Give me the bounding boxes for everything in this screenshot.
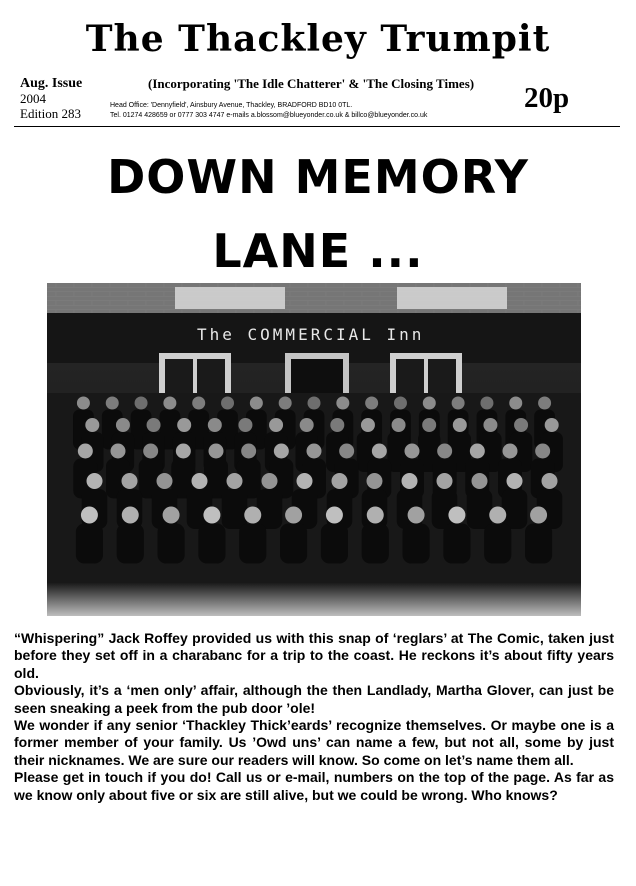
group-photo: [47, 283, 581, 616]
person-face: [177, 418, 191, 432]
person-face: [367, 507, 384, 524]
person-face: [274, 444, 289, 459]
person-face: [361, 418, 375, 432]
person-face: [81, 507, 98, 524]
person-face: [489, 507, 506, 524]
headline-line-2: LANE ...: [212, 224, 424, 278]
pub-sign-text: The COMMERCIAL Inn: [197, 325, 425, 344]
person-body: [76, 524, 103, 564]
person-face: [453, 418, 467, 432]
person-face: [227, 473, 243, 489]
issue-year: 2004: [20, 91, 46, 106]
incorporating-line: (Incorporating 'The Idle Chatterer' & 'The Closing Times): [148, 76, 475, 91]
person-face: [448, 507, 465, 524]
person-face: [279, 397, 292, 410]
person-body: [257, 489, 283, 529]
person-face: [423, 397, 436, 410]
person-face: [87, 473, 103, 489]
person-face: [538, 397, 551, 410]
article-paragraph-4: Please get in touch if you do! Call us or e-mail, numbers on the top of the page. As far as we know only about five or six are still alive, but we could be wrong. Who knows?: [14, 769, 614, 803]
newspaper-title: The Thackley Trumpit: [85, 18, 551, 60]
person-body: [321, 524, 348, 564]
person-face: [330, 418, 344, 432]
person-body: [222, 489, 248, 529]
person-body: [402, 524, 429, 564]
person-face: [365, 397, 378, 410]
issue-info: [20, 76, 82, 121]
price: 20p: [524, 82, 570, 114]
person-face: [221, 397, 234, 410]
person-face: [472, 473, 488, 489]
person-face: [470, 444, 485, 459]
person-face: [238, 418, 252, 432]
person-face: [452, 397, 465, 410]
person-face: [437, 473, 453, 489]
issue-edition: Edition 283: [20, 106, 82, 121]
person-face: [147, 418, 161, 432]
person-body: [157, 524, 184, 564]
person-face: [116, 418, 130, 432]
person-face: [326, 507, 343, 524]
person-face: [111, 444, 126, 459]
person-face: [530, 507, 547, 524]
person-face: [163, 507, 180, 524]
person-face: [483, 418, 497, 432]
person-body: [117, 524, 144, 564]
person-face: [507, 473, 523, 489]
person-face: [157, 473, 173, 489]
person-body: [239, 524, 266, 564]
person-face: [405, 444, 420, 459]
person-face: [372, 444, 387, 459]
person-face: [422, 418, 436, 432]
person-body: [362, 524, 389, 564]
person-face: [192, 397, 205, 410]
person-face: [332, 473, 348, 489]
person-body: [502, 489, 528, 529]
person-face: [308, 397, 321, 410]
person-body: [280, 524, 307, 564]
person-face: [176, 444, 191, 459]
person-face: [535, 444, 550, 459]
person-body: [443, 524, 470, 564]
article-body: [14, 630, 614, 804]
head-office-info: [110, 101, 427, 121]
person-face: [244, 507, 261, 524]
person-face: [163, 397, 176, 410]
person-face: [514, 418, 528, 432]
person-face: [192, 473, 208, 489]
person-body: [525, 524, 552, 564]
person-face: [307, 444, 322, 459]
person-body: [467, 489, 493, 529]
person-face: [269, 418, 283, 432]
person-face: [545, 418, 559, 432]
person-face: [135, 397, 148, 410]
person-face: [262, 473, 278, 489]
person-face: [78, 444, 93, 459]
person-face: [250, 397, 263, 410]
person-face: [209, 444, 224, 459]
person-face: [480, 397, 493, 410]
person-face: [203, 507, 220, 524]
person-body: [198, 524, 225, 564]
person-face: [336, 397, 349, 410]
person-face: [300, 418, 314, 432]
person-face: [408, 507, 425, 524]
person-face: [367, 473, 383, 489]
headline-line-1: DOWN MEMORY: [107, 150, 529, 204]
person-face: [241, 444, 256, 459]
person-face: [542, 473, 558, 489]
person-face: [509, 397, 522, 410]
person-face: [77, 397, 90, 410]
article-paragraph-1: “Whispering” Jack Roffey provided us with this snap of ‘reglars’ at The Comic, taken just before they set off in a charabanc for a trip to the coast. He reckons it’s about fifty years old.: [14, 630, 614, 681]
person-face: [437, 444, 452, 459]
person-face: [122, 507, 139, 524]
person-face: [297, 473, 313, 489]
office-address: Head Office: 'Dennyfield', Ainsbury Avenue, Thackley, BRADFORD BD10 0TL.: [110, 102, 353, 109]
person-face: [402, 473, 418, 489]
article-paragraph-3: We wonder if any senior ‘Thackley Thick’eards’ recognize themselves. Or maybe one is a former member of your family. Us ’Owd uns’ can name a few, but not all, some by just their nicknames. We are sure our readers will know. So come on let’s name them all.: [14, 717, 614, 768]
office-contacts: Tel. 01274 428659 or 0777 303 4747 e-mails a.blossom@blueyonder.co.uk & billco@blueyonder.co.uk: [110, 112, 428, 119]
issue-month: Aug. Issue: [20, 76, 83, 91]
person-face: [106, 397, 119, 410]
person-face: [85, 418, 99, 432]
person-face: [503, 444, 518, 459]
person-face: [285, 507, 302, 524]
person-face: [392, 418, 406, 432]
person-face: [339, 444, 354, 459]
person-face: [143, 444, 158, 459]
article-paragraph-2: Obviously, it’s a ‘men only’ affair, although the then Landlady, Martha Glover, can just be seen sneaking a peek from the pub door ’ole!: [14, 682, 614, 716]
person-face: [208, 418, 222, 432]
person-face: [122, 473, 138, 489]
masthead-divider: [14, 126, 620, 127]
person-face: [394, 397, 407, 410]
person-body: [484, 524, 511, 564]
